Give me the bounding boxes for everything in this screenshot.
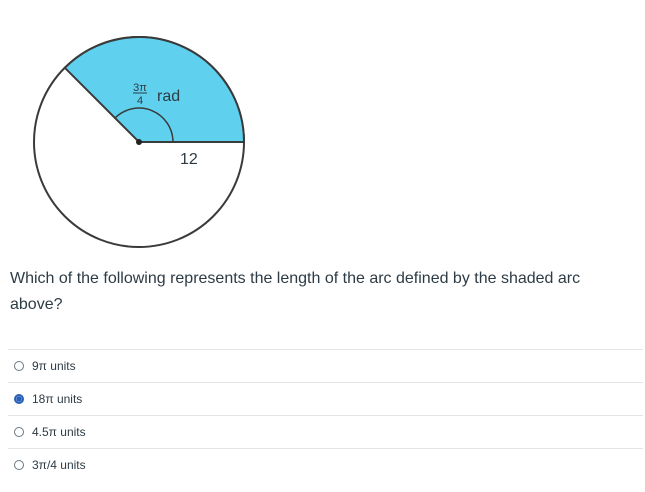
answer-option-4[interactable] <box>8 448 643 481</box>
question-text: Which of the following represents the length of the arc defined by the shaded arc above? <box>10 270 581 313</box>
radius-label: 12 <box>180 151 198 168</box>
radio-button[interactable] <box>14 427 24 437</box>
angle-unit: rad <box>157 88 181 105</box>
answer-option-label: 3π/4 units <box>32 458 86 472</box>
angle-denominator: 4 <box>136 95 144 107</box>
answer-option-label: 18π units <box>32 392 83 406</box>
center-point <box>136 139 142 145</box>
answer-option-1[interactable] <box>8 349 643 382</box>
answer-options <box>8 349 643 481</box>
answer-option-label: 4.5π units <box>32 425 86 439</box>
radio-button[interactable] <box>14 394 24 404</box>
radio-button[interactable] <box>14 460 24 470</box>
sector-diagram <box>0 0 300 260</box>
answer-option-2[interactable] <box>8 382 643 415</box>
angle-numerator: 3π <box>133 82 147 94</box>
radio-button[interactable] <box>14 361 24 371</box>
answer-option-label: 9π units <box>32 359 76 373</box>
answer-option-3[interactable] <box>8 415 643 448</box>
